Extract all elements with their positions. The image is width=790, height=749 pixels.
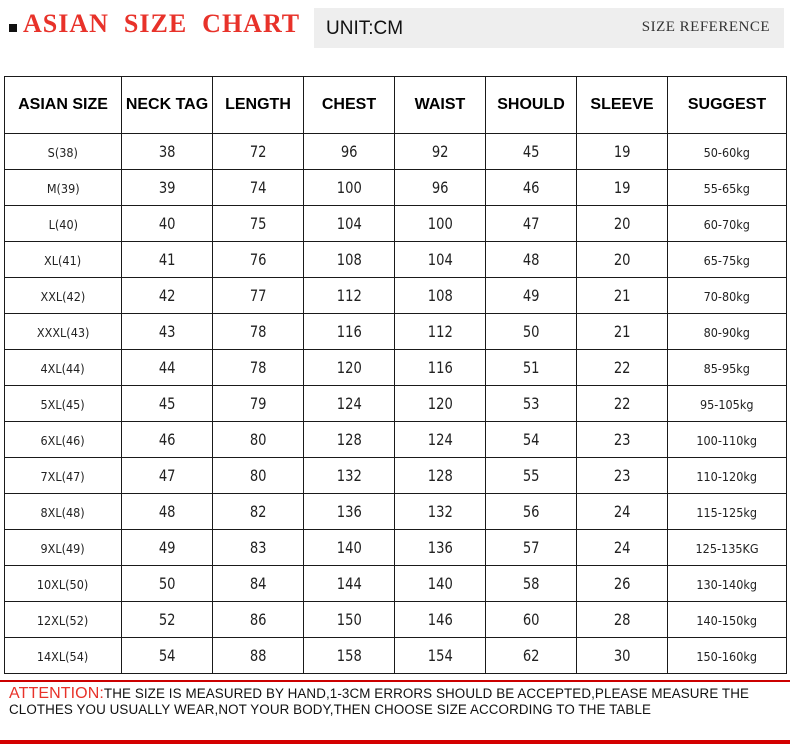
- table-cell: [304, 530, 395, 566]
- table-cell: [5, 170, 122, 206]
- cell-value: 7XL(47): [40, 469, 86, 484]
- cell-value: 8XL(48): [40, 505, 86, 520]
- cell-value: 48: [158, 502, 176, 521]
- table-cell: [213, 458, 304, 494]
- table-row: [5, 314, 787, 350]
- table-cell: [395, 242, 486, 278]
- table-cell: [304, 206, 395, 242]
- cell-value: 130-140kg: [696, 577, 758, 592]
- cell-value: 82: [249, 502, 267, 521]
- table-cell: [5, 242, 122, 278]
- attention-note: [9, 686, 785, 718]
- cell-value: 132: [336, 466, 362, 485]
- table-cell: [577, 458, 668, 494]
- cell-value: 146: [427, 610, 453, 629]
- table-cell: [213, 602, 304, 638]
- table-cell: [213, 242, 304, 278]
- cell-value: 45: [522, 142, 540, 161]
- table-cell: [577, 278, 668, 314]
- table-cell: [304, 422, 395, 458]
- cell-value: 150: [336, 610, 362, 629]
- table-cell: [486, 134, 577, 170]
- cell-value: 158: [336, 646, 362, 665]
- table-cell: [122, 242, 213, 278]
- table-cell: [577, 602, 668, 638]
- table-body: [5, 134, 787, 674]
- cell-value: 144: [336, 574, 362, 593]
- table-cell: [5, 350, 122, 386]
- table-cell: [5, 494, 122, 530]
- table-cell: [213, 422, 304, 458]
- cell-value: 80: [249, 430, 267, 449]
- table-cell: [577, 314, 668, 350]
- cell-value: 54: [158, 646, 176, 665]
- cell-value: 108: [427, 286, 453, 305]
- table-cell: [668, 170, 787, 206]
- cell-value: 50: [158, 574, 176, 593]
- cell-value: 108: [336, 250, 362, 269]
- cell-value: 58: [522, 574, 540, 593]
- column-header: SLEEVE: [577, 77, 668, 134]
- table-cell: [304, 458, 395, 494]
- attention-label: ATTENTION:: [9, 685, 104, 702]
- table-cell: [122, 422, 213, 458]
- cell-value: 120: [336, 358, 362, 377]
- cell-value: 140: [336, 538, 362, 557]
- table-cell: [213, 566, 304, 602]
- table-cell: [486, 170, 577, 206]
- table-cell: [5, 458, 122, 494]
- cell-value: 51: [522, 358, 540, 377]
- cell-value: 24: [613, 502, 631, 521]
- table-cell: [577, 530, 668, 566]
- table-cell: [668, 566, 787, 602]
- table-cell: [304, 314, 395, 350]
- cell-value: 74: [249, 178, 267, 197]
- table-cell: [122, 458, 213, 494]
- table-cell: [5, 314, 122, 350]
- cell-value: L(40): [48, 217, 78, 232]
- cell-value: 47: [158, 466, 176, 485]
- cell-value: 50-60kg: [703, 145, 751, 160]
- cell-value: 23: [613, 430, 631, 449]
- table-row: [5, 386, 787, 422]
- table-cell: [668, 458, 787, 494]
- header: [0, 0, 790, 60]
- cell-value: 100: [427, 214, 453, 233]
- table-cell: [5, 638, 122, 674]
- cell-value: 115-125kg: [696, 505, 758, 520]
- cell-value: 53: [522, 394, 540, 413]
- table-cell: [486, 494, 577, 530]
- table-cell: [486, 638, 577, 674]
- table-cell: [395, 386, 486, 422]
- table-cell: [577, 566, 668, 602]
- table-cell: [5, 386, 122, 422]
- table-row: [5, 206, 787, 242]
- divider: [0, 680, 790, 682]
- table-cell: [122, 494, 213, 530]
- table-cell: [213, 350, 304, 386]
- table-cell: [122, 278, 213, 314]
- table-row: [5, 134, 787, 170]
- square-bullet-icon: [9, 24, 17, 32]
- table-cell: [304, 638, 395, 674]
- table-cell: [668, 494, 787, 530]
- cell-value: 5XL(45): [40, 397, 86, 412]
- table-cell: [486, 386, 577, 422]
- table-cell: [122, 134, 213, 170]
- cell-value: 86: [249, 610, 267, 629]
- table-cell: [304, 134, 395, 170]
- cell-value: 21: [613, 322, 631, 341]
- cell-value: 46: [158, 430, 176, 449]
- table-cell: [668, 134, 787, 170]
- table-cell: [304, 242, 395, 278]
- cell-value: 24: [613, 538, 631, 557]
- cell-value: 79: [249, 394, 267, 413]
- cell-value: 92: [431, 142, 449, 161]
- cell-value: 23: [613, 466, 631, 485]
- cell-value: S(38): [47, 145, 79, 160]
- cell-value: 14XL(54): [37, 649, 89, 664]
- table-row: [5, 170, 787, 206]
- cell-value: 128: [336, 430, 362, 449]
- size-reference-label: SIZE REFERENCE: [641, 19, 770, 35]
- cell-value: 60: [522, 610, 540, 629]
- cell-value: 77: [249, 286, 267, 305]
- table-cell: [668, 386, 787, 422]
- cell-value: 46: [522, 178, 540, 197]
- table-cell: [486, 314, 577, 350]
- bottom-divider: [0, 740, 790, 744]
- cell-value: 70-80kg: [703, 289, 751, 304]
- table-cell: [486, 242, 577, 278]
- column-header: LENGTH: [213, 77, 304, 134]
- cell-value: 80: [249, 466, 267, 485]
- unit-label: UNIT:CM: [326, 18, 404, 39]
- table-cell: [5, 206, 122, 242]
- cell-value: XXXL(43): [36, 325, 90, 340]
- cell-value: 55: [522, 466, 540, 485]
- table-cell: [577, 134, 668, 170]
- column-header: SHOULD: [486, 77, 577, 134]
- attention-text: THE SIZE IS MEASURED BY HAND,1-3CM ERRORS SHOULD BE ACCEPTED,PLEASE MEASURE THE CLOTHES YOU USUALLY WEAR,NOT YOUR BODY,THEN CHOOSE SIZE ACCORDING TO THE TABLE: [9, 686, 750, 717]
- table-row: [5, 566, 787, 602]
- table-cell: [213, 638, 304, 674]
- cell-value: 62: [522, 646, 540, 665]
- table-cell: [122, 170, 213, 206]
- cell-value: 136: [427, 538, 453, 557]
- table-row: [5, 530, 787, 566]
- table-cell: [213, 494, 304, 530]
- table-cell: [395, 278, 486, 314]
- table-cell: [213, 530, 304, 566]
- table-cell: [577, 170, 668, 206]
- cell-value: 136: [336, 502, 362, 521]
- table-cell: [5, 530, 122, 566]
- cell-value: 39: [158, 178, 176, 197]
- unit-box: [314, 8, 784, 48]
- cell-value: 41: [158, 250, 176, 269]
- cell-value: 57: [522, 538, 540, 557]
- cell-value: 120: [427, 394, 453, 413]
- table-cell: [304, 494, 395, 530]
- table-cell: [395, 422, 486, 458]
- cell-value: 56: [522, 502, 540, 521]
- table-cell: [486, 278, 577, 314]
- table-cell: [122, 530, 213, 566]
- table-cell: [304, 278, 395, 314]
- cell-value: 45: [158, 394, 176, 413]
- cell-value: 48: [522, 250, 540, 269]
- table-cell: [486, 422, 577, 458]
- table-cell: [122, 314, 213, 350]
- cell-value: 44: [158, 358, 176, 377]
- cell-value: 150-160kg: [696, 649, 758, 664]
- table-cell: [668, 638, 787, 674]
- cell-value: 40: [158, 214, 176, 233]
- table-cell: [5, 602, 122, 638]
- cell-value: 140: [427, 574, 453, 593]
- cell-value: 20: [613, 250, 631, 269]
- cell-value: 30: [613, 646, 631, 665]
- cell-value: 21: [613, 286, 631, 305]
- cell-value: 85-95kg: [703, 361, 751, 376]
- table-cell: [668, 242, 787, 278]
- table-cell: [577, 350, 668, 386]
- cell-value: 55-65kg: [703, 181, 751, 196]
- cell-value: 128: [427, 466, 453, 485]
- table-cell: [395, 134, 486, 170]
- table-cell: [577, 494, 668, 530]
- size-table: [4, 76, 787, 674]
- cell-value: 65-75kg: [703, 253, 751, 268]
- cell-value: 100-110kg: [696, 433, 758, 448]
- column-header: NECK TAG: [122, 77, 213, 134]
- table-cell: [395, 530, 486, 566]
- cell-value: 112: [427, 322, 453, 341]
- cell-value: 95-105kg: [700, 397, 754, 412]
- table-row: [5, 458, 787, 494]
- table-cell: [486, 458, 577, 494]
- cell-value: 54: [522, 430, 540, 449]
- cell-value: 76: [249, 250, 267, 269]
- cell-value: 88: [249, 646, 267, 665]
- table-cell: [122, 350, 213, 386]
- table-cell: [668, 278, 787, 314]
- cell-value: 19: [613, 142, 631, 161]
- cell-value: 52: [158, 610, 176, 629]
- cell-value: 6XL(46): [40, 433, 86, 448]
- table-cell: [577, 638, 668, 674]
- cell-value: 104: [427, 250, 453, 269]
- cell-value: 4XL(44): [40, 361, 86, 376]
- table-cell: [668, 350, 787, 386]
- table-cell: [304, 566, 395, 602]
- cell-value: 12XL(52): [37, 613, 89, 628]
- table-cell: [5, 422, 122, 458]
- cell-value: 124: [427, 430, 453, 449]
- table-cell: [577, 422, 668, 458]
- cell-value: 116: [427, 358, 453, 377]
- table-header-row: [5, 77, 787, 134]
- table-cell: [213, 314, 304, 350]
- table-cell: [395, 566, 486, 602]
- cell-value: 10XL(50): [37, 577, 89, 592]
- table-cell: [577, 242, 668, 278]
- column-header: ASIAN SIZE: [5, 77, 122, 134]
- cell-value: 28: [613, 610, 631, 629]
- cell-value: 19: [613, 178, 631, 197]
- table-cell: [395, 638, 486, 674]
- table-cell: [486, 206, 577, 242]
- cell-value: 9XL(49): [40, 541, 86, 556]
- cell-value: 47: [522, 214, 540, 233]
- table-cell: [668, 530, 787, 566]
- table-cell: [395, 602, 486, 638]
- cell-value: 125-135KG: [695, 541, 759, 556]
- table-cell: [486, 566, 577, 602]
- cell-value: 80-90kg: [703, 325, 751, 340]
- cell-value: 42: [158, 286, 176, 305]
- cell-value: 26: [613, 574, 631, 593]
- table-cell: [395, 350, 486, 386]
- table-row: [5, 350, 787, 386]
- cell-value: 124: [336, 394, 362, 413]
- table-cell: [213, 386, 304, 422]
- cell-value: 78: [249, 358, 267, 377]
- table-row: [5, 278, 787, 314]
- table-cell: [577, 386, 668, 422]
- cell-value: 110-120kg: [696, 469, 758, 484]
- table-cell: [395, 494, 486, 530]
- table-row: [5, 422, 787, 458]
- table-cell: [213, 206, 304, 242]
- table-cell: [213, 134, 304, 170]
- table-cell: [5, 134, 122, 170]
- table-cell: [213, 278, 304, 314]
- table-cell: [395, 170, 486, 206]
- table-cell: [668, 422, 787, 458]
- column-header: SUGGEST: [668, 77, 787, 134]
- table-cell: [668, 602, 787, 638]
- cell-value: 43: [158, 322, 176, 341]
- cell-value: 72: [249, 142, 267, 161]
- table-row: [5, 638, 787, 674]
- cell-value: M(39): [46, 181, 80, 196]
- table-cell: [122, 638, 213, 674]
- table-cell: [486, 530, 577, 566]
- cell-value: 50: [522, 322, 540, 341]
- table-cell: [668, 314, 787, 350]
- cell-value: 116: [336, 322, 362, 341]
- cell-value: 20: [613, 214, 631, 233]
- cell-value: 112: [336, 286, 362, 305]
- cell-value: 83: [249, 538, 267, 557]
- cell-value: 22: [613, 358, 631, 377]
- table-cell: [213, 170, 304, 206]
- column-header: CHEST: [304, 77, 395, 134]
- cell-value: 104: [336, 214, 362, 233]
- table-cell: [122, 566, 213, 602]
- cell-value: 100: [336, 178, 362, 197]
- table-cell: [122, 602, 213, 638]
- table-cell: [395, 314, 486, 350]
- table-cell: [304, 386, 395, 422]
- cell-value: XL(41): [44, 253, 82, 268]
- cell-value: 38: [158, 142, 176, 161]
- table-cell: [395, 458, 486, 494]
- cell-value: 78: [249, 322, 267, 341]
- table-cell: [304, 350, 395, 386]
- cell-value: XXL(42): [40, 289, 86, 304]
- cell-value: 84: [249, 574, 267, 593]
- table-row: [5, 242, 787, 278]
- table-cell: [304, 170, 395, 206]
- cell-value: 49: [522, 286, 540, 305]
- table-cell: [122, 206, 213, 242]
- cell-value: 96: [340, 142, 358, 161]
- table-cell: [5, 566, 122, 602]
- page-title: ASIAN SIZE CHART: [23, 9, 301, 38]
- table-cell: [486, 602, 577, 638]
- cell-value: 22: [613, 394, 631, 413]
- cell-value: 132: [427, 502, 453, 521]
- table-cell: [577, 206, 668, 242]
- cell-value: 154: [427, 646, 453, 665]
- cell-value: 75: [249, 214, 267, 233]
- table-row: [5, 602, 787, 638]
- cell-value: 96: [431, 178, 449, 197]
- table-cell: [5, 278, 122, 314]
- column-header: WAIST: [395, 77, 486, 134]
- cell-value: 140-150kg: [696, 613, 758, 628]
- cell-value: 60-70kg: [703, 217, 751, 232]
- table-cell: [668, 206, 787, 242]
- table-row: [5, 494, 787, 530]
- table-cell: [395, 206, 486, 242]
- table-cell: [486, 350, 577, 386]
- table-cell: [122, 386, 213, 422]
- cell-value: 49: [158, 538, 176, 557]
- table-cell: [304, 602, 395, 638]
